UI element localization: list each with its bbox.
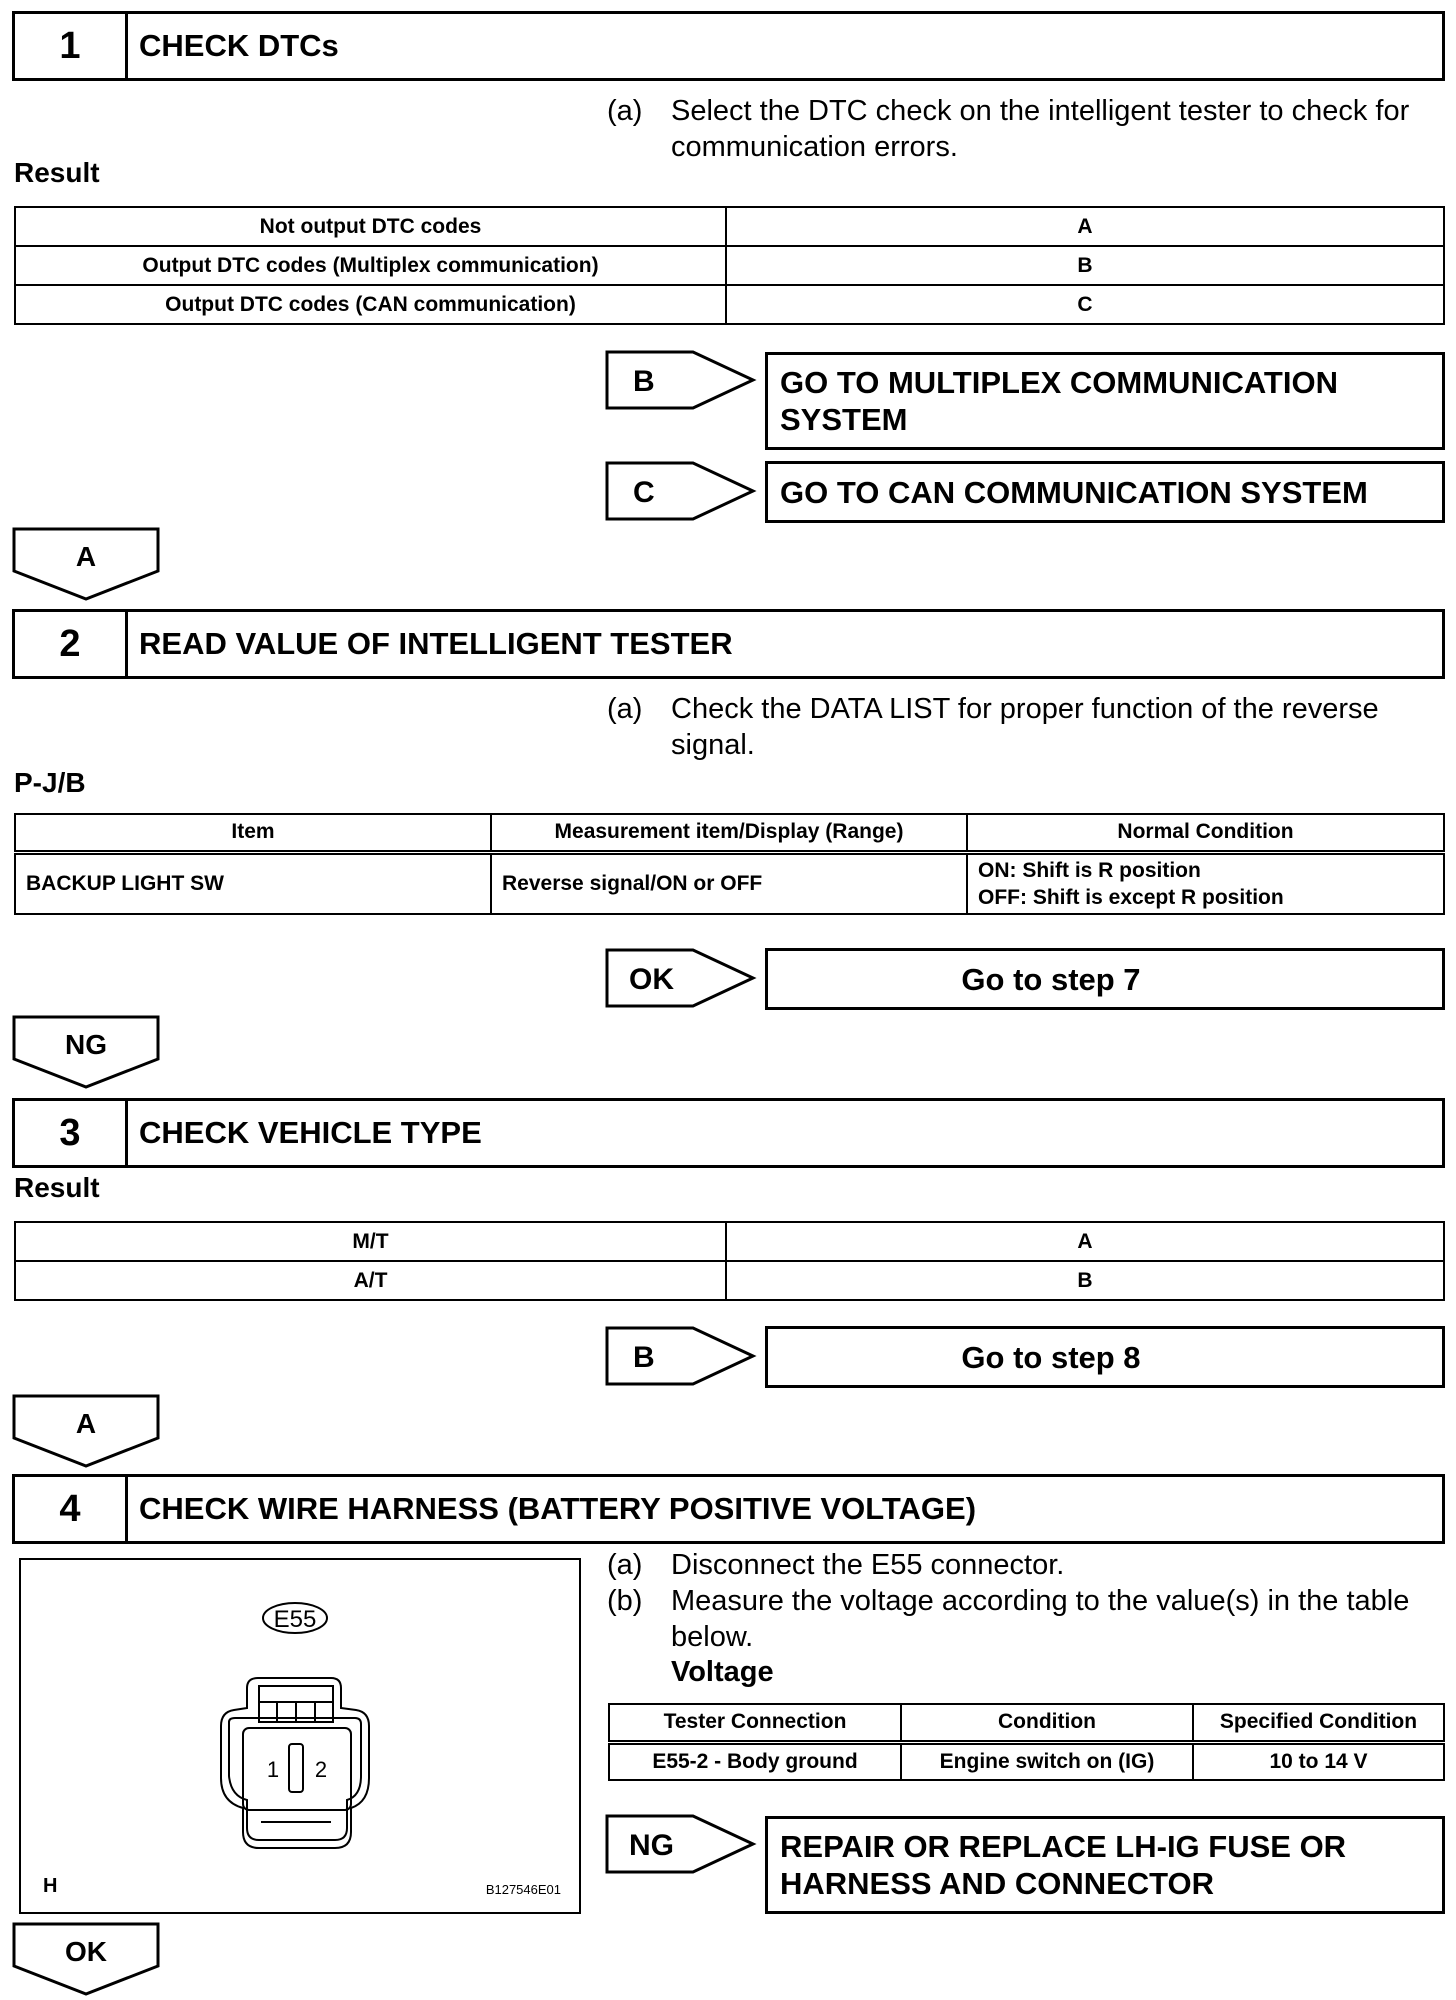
step-1-result-table xyxy=(14,206,1445,325)
table-cell: E55-2 - Body ground xyxy=(609,1742,901,1780)
step-4-title: CHECK WIRE HARNESS (BATTERY POSITIVE VOLTAGE) xyxy=(139,1491,977,1526)
branch-ok-outcome: Go to step 7 xyxy=(765,948,1445,1010)
voltage-heading: Voltage xyxy=(671,1656,774,1688)
instruction-text: Measure the voltage according to the value(s) in the table below. xyxy=(671,1585,1410,1653)
table-cell: C xyxy=(726,285,1444,324)
table-header: Item xyxy=(15,814,491,852)
pin-1-label: 1 xyxy=(266,1757,280,1782)
table-cell: Not output DTC codes xyxy=(15,207,726,246)
table-cell: 10 to 14 V xyxy=(1193,1742,1444,1780)
connector-figure xyxy=(19,1558,581,1914)
step-3-result-table xyxy=(14,1221,1445,1301)
step-2-title: READ VALUE OF INTELLIGENT TESTER xyxy=(139,626,733,661)
instruction-label: (a) xyxy=(607,95,643,127)
step-2-data-list-table xyxy=(14,813,1445,915)
step-2-number: 2 xyxy=(15,612,128,676)
table-cell: A/T xyxy=(15,1261,726,1300)
table-cell: Reverse signal/ON or OFF xyxy=(491,852,967,914)
branch-arrow-ng xyxy=(605,1814,757,1874)
step-2-table-heading: P-J/B xyxy=(14,767,86,798)
instruction-label: (a) xyxy=(607,1549,643,1581)
table-cell: Output DTC codes (Multiplex communication) xyxy=(15,246,726,285)
step-3-number: 3 xyxy=(15,1101,128,1165)
instruction-text: Check the DATA LIST for proper function of the reverse signal. xyxy=(671,693,1379,761)
branch-label: B xyxy=(633,365,655,398)
step-1-instruction xyxy=(607,93,1447,173)
figure-corner-label: H xyxy=(43,1875,58,1897)
down-arrow-a xyxy=(12,527,162,601)
branch-c-outcome: GO TO CAN COMMUNICATION SYSTEM xyxy=(765,461,1445,523)
table-cell-normal-condition xyxy=(967,852,1444,914)
step-4-header xyxy=(12,1474,1445,1544)
branch-arrow-ok xyxy=(605,948,757,1008)
table-header: Tester Connection xyxy=(609,1704,901,1742)
table-cell: Output DTC codes (CAN communication) xyxy=(15,285,726,324)
down-arrow-ok xyxy=(12,1922,162,1996)
normal-condition-on: ON: Shift is R position xyxy=(978,858,1201,882)
table-cell: M/T xyxy=(15,1222,726,1261)
step-1-number: 1 xyxy=(15,14,128,78)
down-arrow-a xyxy=(12,1394,162,1468)
table-cell: Engine switch on (IG) xyxy=(901,1742,1193,1780)
down-arrow-label: OK xyxy=(65,1936,107,1967)
normal-condition-off: OFF: Shift is except R position xyxy=(978,885,1284,909)
table-cell: A xyxy=(726,1222,1444,1261)
down-arrow-label: NG xyxy=(65,1029,107,1060)
step-4-number: 4 xyxy=(15,1477,128,1541)
table-header: Specified Condition xyxy=(1193,1704,1444,1742)
step-2-instruction xyxy=(607,691,1447,771)
branch-label: NG xyxy=(629,1829,674,1862)
table-header: Measurement item/Display (Range) xyxy=(491,814,967,852)
branch-label: OK xyxy=(629,963,674,996)
step-1-result-heading: Result xyxy=(14,157,100,188)
figure-id: B127546E01 xyxy=(485,1882,561,1897)
table-cell: B xyxy=(726,246,1444,285)
branch-ng-outcome: REPAIR OR REPLACE LH-IG FUSE OR HARNESS AND CONNECTOR xyxy=(765,1816,1445,1914)
step-3-title: CHECK VEHICLE TYPE xyxy=(139,1115,482,1150)
instruction-text: Disconnect the E55 connector. xyxy=(671,1549,1065,1581)
branch-arrow-b xyxy=(605,1326,757,1386)
connector-label: E55 xyxy=(273,1606,317,1633)
step-4-instruction-b xyxy=(607,1583,1447,1659)
instruction-label: (b) xyxy=(607,1585,643,1617)
e55-connector-icon xyxy=(221,1678,369,1848)
down-arrow-label: A xyxy=(75,541,97,572)
branch-arrow-c xyxy=(605,461,757,521)
branch-label: C xyxy=(633,476,655,509)
branch-b-outcome: Go to step 8 xyxy=(765,1326,1445,1388)
table-header: Condition xyxy=(901,1704,1193,1742)
step-3-header xyxy=(12,1098,1445,1168)
step-3-result-heading: Result xyxy=(14,1172,100,1203)
step-2-header xyxy=(12,609,1445,679)
connector-diagram xyxy=(21,1560,579,1912)
table-header: Normal Condition xyxy=(967,814,1444,852)
instruction-text: Select the DTC check on the intelligent tester to check for communication errors. xyxy=(671,95,1410,163)
step-1-title: CHECK DTCs xyxy=(139,28,339,63)
down-arrow-label: A xyxy=(75,1408,97,1439)
step-4-instruction-a xyxy=(607,1547,1447,1587)
branch-arrow-b xyxy=(605,350,757,410)
down-arrow-ng xyxy=(12,1015,162,1089)
step-1-header xyxy=(12,11,1445,81)
step-4-voltage-table xyxy=(608,1703,1445,1781)
branch-label: B xyxy=(633,1341,655,1374)
branch-b-outcome: GO TO MULTIPLEX COMMUNICATION SYSTEM xyxy=(765,352,1445,450)
pin-2-label: 2 xyxy=(314,1757,328,1782)
instruction-label: (a) xyxy=(607,693,643,725)
table-cell: B xyxy=(726,1261,1444,1300)
table-cell: BACKUP LIGHT SW xyxy=(15,852,491,914)
table-cell: A xyxy=(726,207,1444,246)
